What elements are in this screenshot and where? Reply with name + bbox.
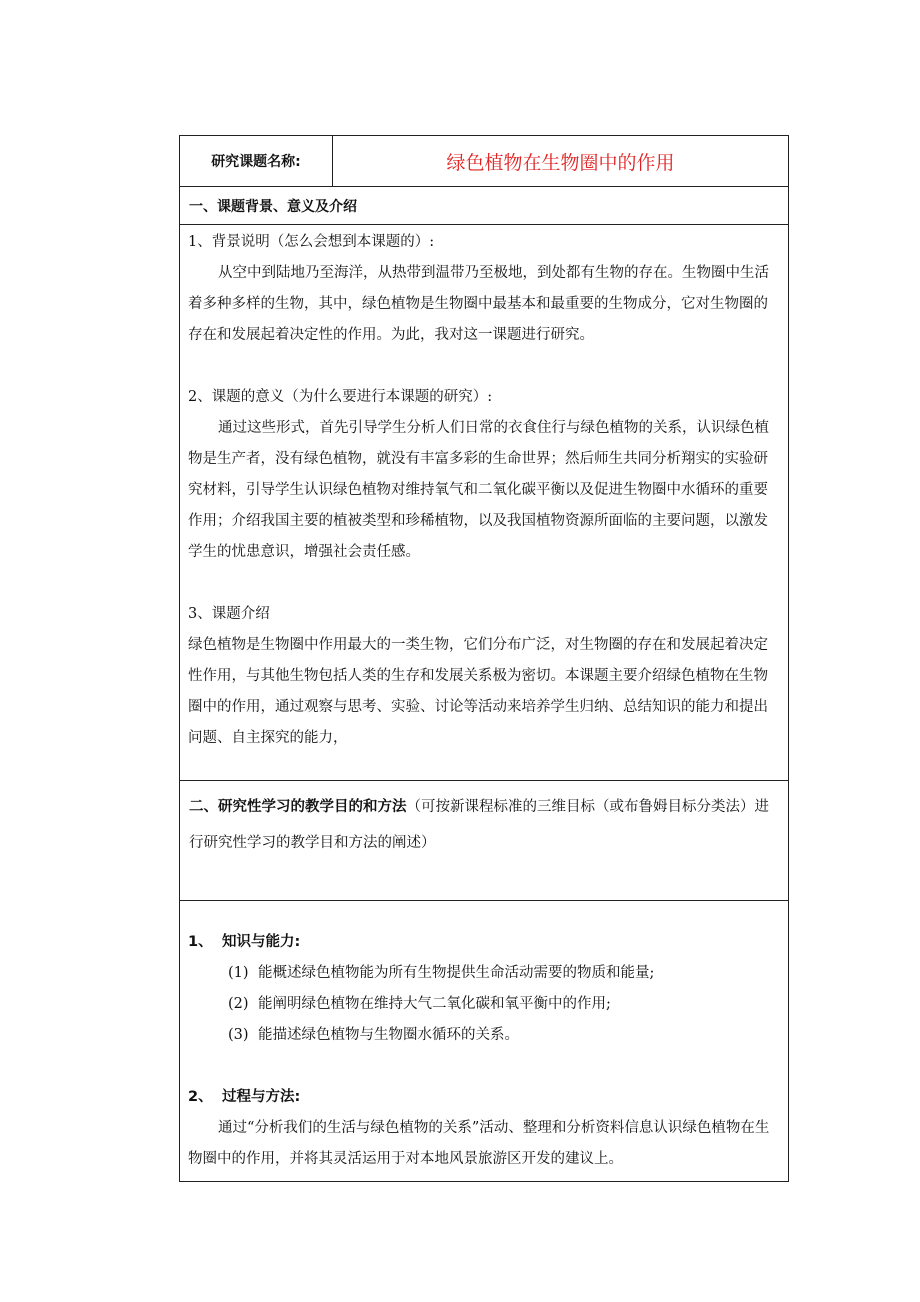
- significance-text: 通过这些形式，首先引导学生分析人们日常的衣食住行与绿色植物的关系，认识绿色植物是生产者，没有绿色植物，就没有丰富多彩的生命世界；然后师生共同分析翔实的实验研究材料，引导学生认识绿色植物对维持氧气和二氧化碳平衡以及促进生物圈中水循环的重要作用；介绍我国主要的植被类型和珍稀植物，以及我国植物资源所面临的主要问题，以激发学生的忧患意识，增强社会责任感。: [188, 420, 769, 560]
- goals-body: [180, 900, 788, 1181]
- section2-note: （可按新课程标准的三维目标（或布鲁姆目标分类法）进行研究性学习的教学目和方法的阐述）: [189, 799, 769, 851]
- section1-heading: 一、课题背景、意义及介绍: [180, 186, 788, 224]
- knowledge-number: 1、: [188, 934, 213, 950]
- significance-title: 2、课题的意义（为什么要进行本课题的研究）:: [188, 389, 493, 405]
- topic-label: 研究课题名称:: [180, 136, 333, 186]
- process-title: 过程与方法:: [222, 1089, 301, 1105]
- section2-heading: [180, 780, 788, 900]
- knowledge-item: [188, 989, 780, 1020]
- knowledge-item: [188, 1020, 780, 1051]
- item-number: (2): [228, 996, 249, 1012]
- item-number: (3): [228, 1027, 249, 1043]
- knowledge-title: 知识与能力:: [222, 934, 301, 950]
- item-text: 能概述绿色植物能为所有生物提供生命活动需要的物质和能量;: [258, 965, 655, 981]
- knowledge-item: [188, 958, 780, 989]
- spacer: [188, 1051, 780, 1082]
- research-table: [179, 135, 789, 1182]
- section2-title: 二、研究性学习的教学目的和方法: [189, 799, 407, 815]
- title-row: [180, 136, 788, 186]
- section1-body: [180, 224, 788, 780]
- process-heading: [188, 1082, 780, 1113]
- spacer: [188, 754, 780, 772]
- background-title: 1、背景说明（怎么会想到本课题的）:: [188, 234, 435, 250]
- item-text: 能阐明绿色植物在维持大气二氧化碳和氧平衡中的作用;: [258, 996, 611, 1012]
- item-number: (1): [228, 965, 249, 981]
- process-text: 通过“分析我们的生活与绿色植物的关系”活动、整理和分析资料信息认识绿色植物在生物圈中的作用，并将其灵活运用于对本地风景旅游区开发的建议上。: [188, 1120, 770, 1167]
- background-text: 从空中到陆地乃至海洋，从热带到温带乃至极地，到处都有生物的存在。生物圈中生活着多种多样的生物，其中，绿色植物是生物圈中最基本和最重要的生物成分，它对生物圈的存在和发展起着决定性的作用。为此，我对这一课题进行研究。: [188, 265, 769, 343]
- intro-title: 3、课题介绍: [188, 606, 270, 622]
- spacer: [188, 568, 780, 599]
- topic-title: 绿色植物在生物圈中的作用: [446, 151, 675, 174]
- intro-text: 绿色植物是生物圈中作用最大的一类生物，它们分布广泛，对生物圈的存在和发展起着决定性作用，与其他生物包括人类的生存和发展关系极为密切。本课题主要介绍绿色植物在生物圈中的作用，通过观察与思考、实验、讨论等活动来培养学生归纳、总结知识的能力和提出问题、自主探究的能力，: [188, 637, 768, 746]
- spacer: [188, 351, 780, 382]
- process-number: 2、: [188, 1089, 213, 1105]
- item-text: 能描述绿色植物与生物圈水循环的关系。: [258, 1027, 519, 1043]
- knowledge-heading: [188, 927, 780, 958]
